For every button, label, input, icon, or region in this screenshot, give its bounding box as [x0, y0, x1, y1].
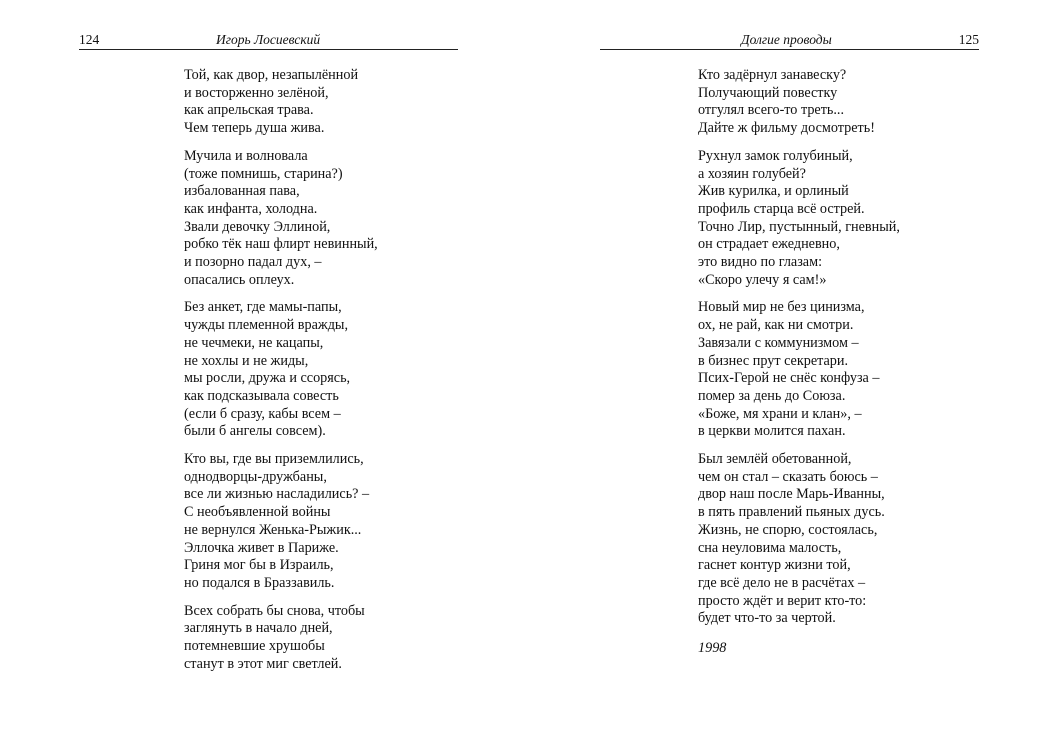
poem-line: и позорно падал дух, –: [184, 254, 322, 271]
poem-line: но подался в Браззавиль.: [184, 574, 335, 591]
right-page-number: 125: [958, 32, 979, 47]
poem-line: потемневшие хрушобы: [184, 638, 325, 655]
stanza: [184, 603, 378, 674]
left-page: [0, 0, 526, 744]
left-running-head: [79, 31, 458, 50]
poem-line: гаснет контур жизни той,: [698, 557, 851, 574]
left-running-title: Игорь Лосиевский: [216, 32, 321, 47]
right-running-head: [600, 31, 979, 50]
poem-line: Псих-Герой не снёс конфуза –: [698, 370, 880, 387]
poem-line: помер за день до Союза.: [698, 387, 846, 404]
poem-line: станут в этот миг светлей.: [184, 655, 342, 672]
stanza: [698, 299, 900, 441]
poem-line: Чем теперь душа жива.: [184, 120, 325, 137]
poem-line: Гриня мог бы в Израиль,: [184, 557, 334, 574]
poem-line: Эллочка живет в Париже.: [184, 539, 339, 556]
right-page: [527, 0, 1053, 744]
poem-line: Завязали с коммунизмом –: [698, 334, 859, 351]
poem-date: 1998: [698, 640, 727, 657]
poem-line: как апрельская трава.: [184, 102, 314, 119]
poem-line: Мучила и волновала: [184, 147, 308, 164]
poem-line: «Скоро улечу я сам!»: [698, 271, 827, 288]
poem-line: в пять правлений пьяных дусь.: [698, 504, 885, 521]
poem-line: отгулял всего-то треть...: [698, 102, 845, 119]
poem-line: Звали девочку Эллиной,: [184, 218, 331, 235]
stanza: [184, 148, 378, 290]
stanza: [698, 67, 900, 138]
poem-line: это видно по глазам:: [698, 254, 823, 271]
right-poem: [698, 67, 900, 658]
poem-line: Точно Лир, пустынный, гневный,: [698, 218, 900, 235]
poem-line: а хозяин голубей?: [698, 165, 806, 182]
poem-line: где всё дело не в расчётах –: [698, 574, 866, 591]
poem-line: однодворцы-дружбаны,: [184, 468, 327, 485]
poem-line: в церкви молится пахан.: [698, 423, 846, 440]
poem-line: не хохлы и не жиды,: [184, 352, 309, 369]
poem-line: как подсказывала совесть: [184, 387, 339, 404]
poem-line: Кто задёрнул занавеску?: [698, 67, 847, 83]
poem-line: и восторженно зелёной,: [184, 84, 329, 101]
poem-line: избалованная пава,: [184, 183, 300, 200]
poem-line: просто ждёт и верит кто-то:: [698, 592, 867, 609]
poem-line: Жизнь, не спорю, состоялась,: [698, 521, 878, 538]
poem-line: чем он стал – сказать боюсь –: [698, 468, 878, 485]
poem-line: были б ангелы совсем).: [184, 423, 326, 440]
poem-line: (если б сразу, кабы всем –: [184, 405, 341, 422]
poem-line: опасались оплеух.: [184, 271, 295, 288]
poem-line: будет что-то за чертой.: [698, 610, 836, 627]
poem-line: заглянуть в начало дней,: [184, 620, 333, 637]
poem-line: Получающий повестку: [698, 84, 838, 101]
poem-line: Кто вы, где вы приземлились,: [184, 451, 364, 468]
poem-line: Был землёй обетованной,: [698, 451, 852, 468]
poem-line: Жив курилка, и орлиный: [698, 183, 849, 200]
poem-line: мы росли, дружа и ссорясь,: [184, 370, 351, 387]
poem-line: все ли жизнью насладились? –: [184, 486, 370, 503]
stanza: [184, 299, 378, 441]
stanza: [698, 148, 900, 290]
poem-line: ох, не рай, как ни смотри.: [698, 317, 854, 334]
poem-line: Дайте ж фильму досмотреть!: [698, 120, 875, 137]
poem-line: профиль старца всё острей.: [698, 200, 865, 217]
poem-line: Всех собрать бы снова, чтобы: [184, 602, 365, 619]
poem-line: Без анкет, где мамы-папы,: [184, 299, 342, 316]
poem-line: как инфанта, холодна.: [184, 200, 318, 217]
poem-line: Рухнул замок голубиный,: [698, 147, 853, 164]
poem-line: робко тёк наш флирт невинный,: [184, 236, 378, 253]
poem-line: двор наш после Марь-Иванны,: [698, 486, 885, 503]
right-running-title: Долгие проводы: [741, 32, 832, 47]
stanza: [184, 67, 378, 138]
poem-line: Той, как двор, незапылённой: [184, 67, 359, 83]
poem-line: в бизнес прут секретари.: [698, 352, 849, 369]
poem-line: чужды племенной вражды,: [184, 317, 348, 334]
poem-line: сна неуловима малость,: [698, 539, 842, 556]
stanza: [698, 451, 900, 628]
poem-line: С необъявленной войны: [184, 504, 331, 521]
left-poem: [184, 67, 378, 684]
poem-line: он страдает ежедневно,: [698, 236, 840, 253]
poem-line: Новый мир не без цинизма,: [698, 299, 865, 316]
poem-line: «Боже, мя храни и клан», –: [698, 405, 862, 422]
poem-line: не чечмеки, не кацапы,: [184, 334, 324, 351]
stanza: [184, 451, 378, 593]
left-page-number: 124: [79, 32, 100, 47]
poem-line: не вернулся Женька-Рыжик...: [184, 521, 362, 538]
poem-line: (тоже помнишь, старина?): [184, 165, 343, 182]
